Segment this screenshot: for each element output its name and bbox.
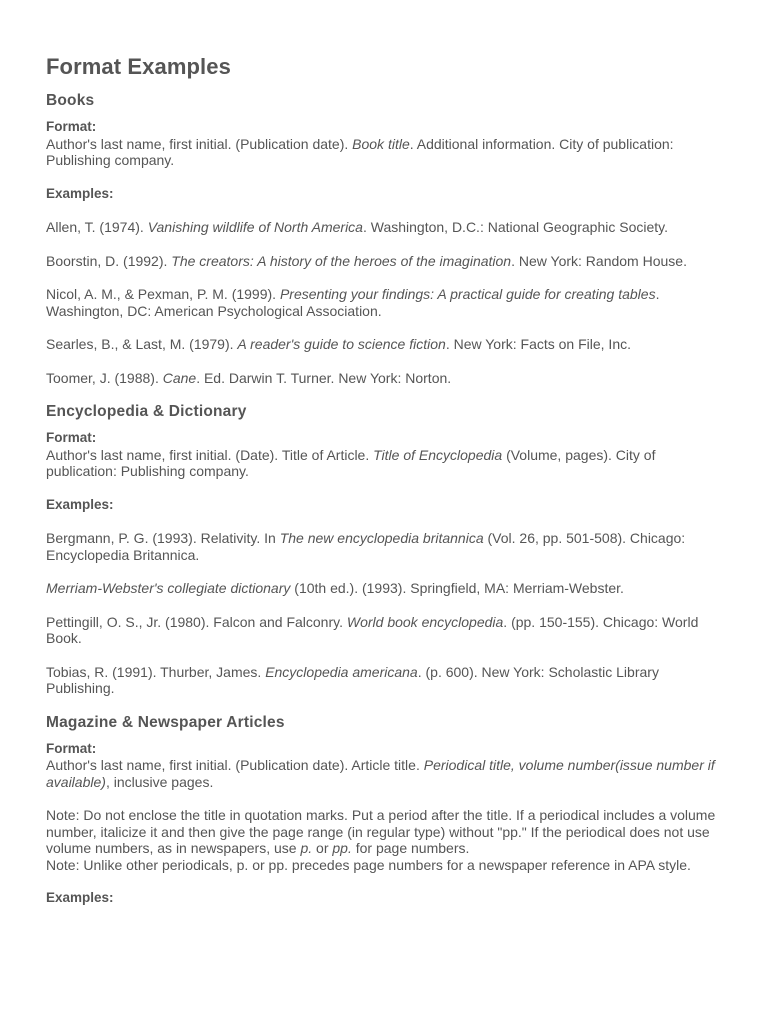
- entry-title-italic: The new encyclopedia britannica: [279, 530, 484, 546]
- note-text-newspaper: Note: Unlike other periodicals, p. or pp. precedes page numbers for a newspaper reference in APA style.: [46, 856, 691, 873]
- note-text-italic: pp.: [332, 840, 352, 856]
- format-label: Format:: [46, 740, 97, 756]
- entry-text: . Ed. Darwin T. Turner. New York: Norton.: [196, 369, 452, 386]
- examples-label: Examples:: [46, 890, 114, 905]
- entry-title-italic: Encyclopedia americana: [265, 663, 418, 680]
- reference-entry: [46, 580, 722, 597]
- entry-text: Toomer, J. (1988).: [46, 369, 163, 386]
- format-text-part: Author's last name, first initial. (Publication date). Article title.: [46, 757, 424, 773]
- examples-label: Examples:: [46, 496, 114, 512]
- section-heading-encyclopedia: Encyclopedia & Dictionary: [46, 403, 247, 420]
- reference-entry: [46, 336, 722, 353]
- reference-entry: [46, 219, 722, 236]
- format-text-italic: Periodical title, volume number(issue number if available): [46, 757, 715, 790]
- entry-text: Searles, B., & Last, M. (1979).: [46, 336, 238, 352]
- entry-text: Allen, T. (1974).: [46, 219, 148, 235]
- entry-title-italic: Presenting your findings: A practical guide for creating tables: [279, 286, 656, 302]
- entry-text: . (pp. 150-155). Chicago: World Book.: [46, 613, 699, 646]
- page-title: Format Examples: [46, 54, 231, 79]
- section-books: [46, 92, 722, 386]
- format-text: [46, 447, 722, 480]
- format-text-part: Author's last name, first initial. (Date). Title of Article.: [46, 446, 374, 463]
- entry-title-italic: A reader's guide to science fiction: [237, 336, 446, 352]
- note-text-italic: p.: [300, 840, 313, 856]
- note-text-part: Note: Do not enclose the title in quotation marks. Put a period after the title. If a periodical includes a volume number, italicize it and then give the page range (in regular type) without "pp." If the periodical does not use volume numbers, as in newspapers, use: [46, 807, 716, 856]
- section-magazine: [46, 714, 722, 907]
- format-text-part: , inclusive pages.: [105, 773, 214, 790]
- entry-text: Pettingill, O. S., Jr. (1980). Falcon and Falconry.: [46, 613, 347, 630]
- section-heading-magazine: Magazine & Newspaper Articles: [46, 713, 285, 731]
- note-text: [46, 807, 722, 857]
- entry-text: . Washington, DC: American Psychological Association.: [46, 286, 660, 319]
- note-text-part: for page numbers.: [351, 840, 470, 856]
- reference-entry: [46, 664, 722, 697]
- entry-title-italic: Vanishing wildlife of North America: [147, 219, 363, 235]
- entry-title-italic: The creators: A history of the heroes of the imagination: [171, 252, 512, 269]
- format-label: Format:: [46, 119, 97, 134]
- format-label: Format:: [46, 430, 97, 445]
- format-text-italic: Book title: [352, 135, 410, 152]
- entry-title-italic: World book encyclopedia: [346, 613, 504, 630]
- entry-text: . (p. 600). New York: Scholastic Library Publishing.: [46, 663, 659, 696]
- reference-entry: [46, 253, 722, 270]
- entry-text: (10th ed.). (1993). Springfield, MA: Merriam-Webster.: [290, 580, 624, 596]
- entry-text: . New York: Random House.: [511, 252, 687, 269]
- format-text-part: (Volume, pages). City of publication: Publishing company.: [46, 446, 656, 479]
- format-text-part: Author's last name, first initial. (Publication date).: [46, 135, 353, 152]
- format-text: [46, 757, 722, 790]
- entry-text: Boorstin, D. (1992).: [46, 252, 172, 269]
- format-text: [46, 136, 722, 169]
- examples-label: Examples:: [46, 185, 114, 201]
- section-encyclopedia: [46, 403, 722, 697]
- format-text-italic: Title of Encyclopedia: [373, 446, 503, 463]
- entry-text: (Vol. 26, pp. 501-508). Chicago: Encyclopedia Britannica.: [46, 530, 686, 563]
- entry-text: Nicol, A. M., & Pexman, P. M. (1999).: [46, 286, 280, 302]
- reference-entry: [46, 370, 722, 387]
- entry-text: Tobias, R. (1991). Thurber, James.: [46, 663, 266, 680]
- entry-title-italic: Merriam-Webster's collegiate dictionary: [46, 580, 291, 596]
- format-text-part: . Additional information. City of publication: Publishing company.: [46, 135, 674, 168]
- section-heading-books: Books: [46, 92, 95, 109]
- reference-entry: [46, 530, 722, 563]
- entry-text: . Washington, D.C.: National Geographic Society.: [362, 219, 669, 235]
- reference-entry: [46, 286, 722, 319]
- entry-title-italic: Cane: [162, 369, 197, 386]
- note-text-part: or: [312, 840, 333, 856]
- entry-text: Bergmann, P. G. (1993). Relativity. In: [46, 530, 280, 546]
- entry-text: . New York: Facts on File, Inc.: [445, 336, 631, 352]
- reference-entry: [46, 614, 722, 647]
